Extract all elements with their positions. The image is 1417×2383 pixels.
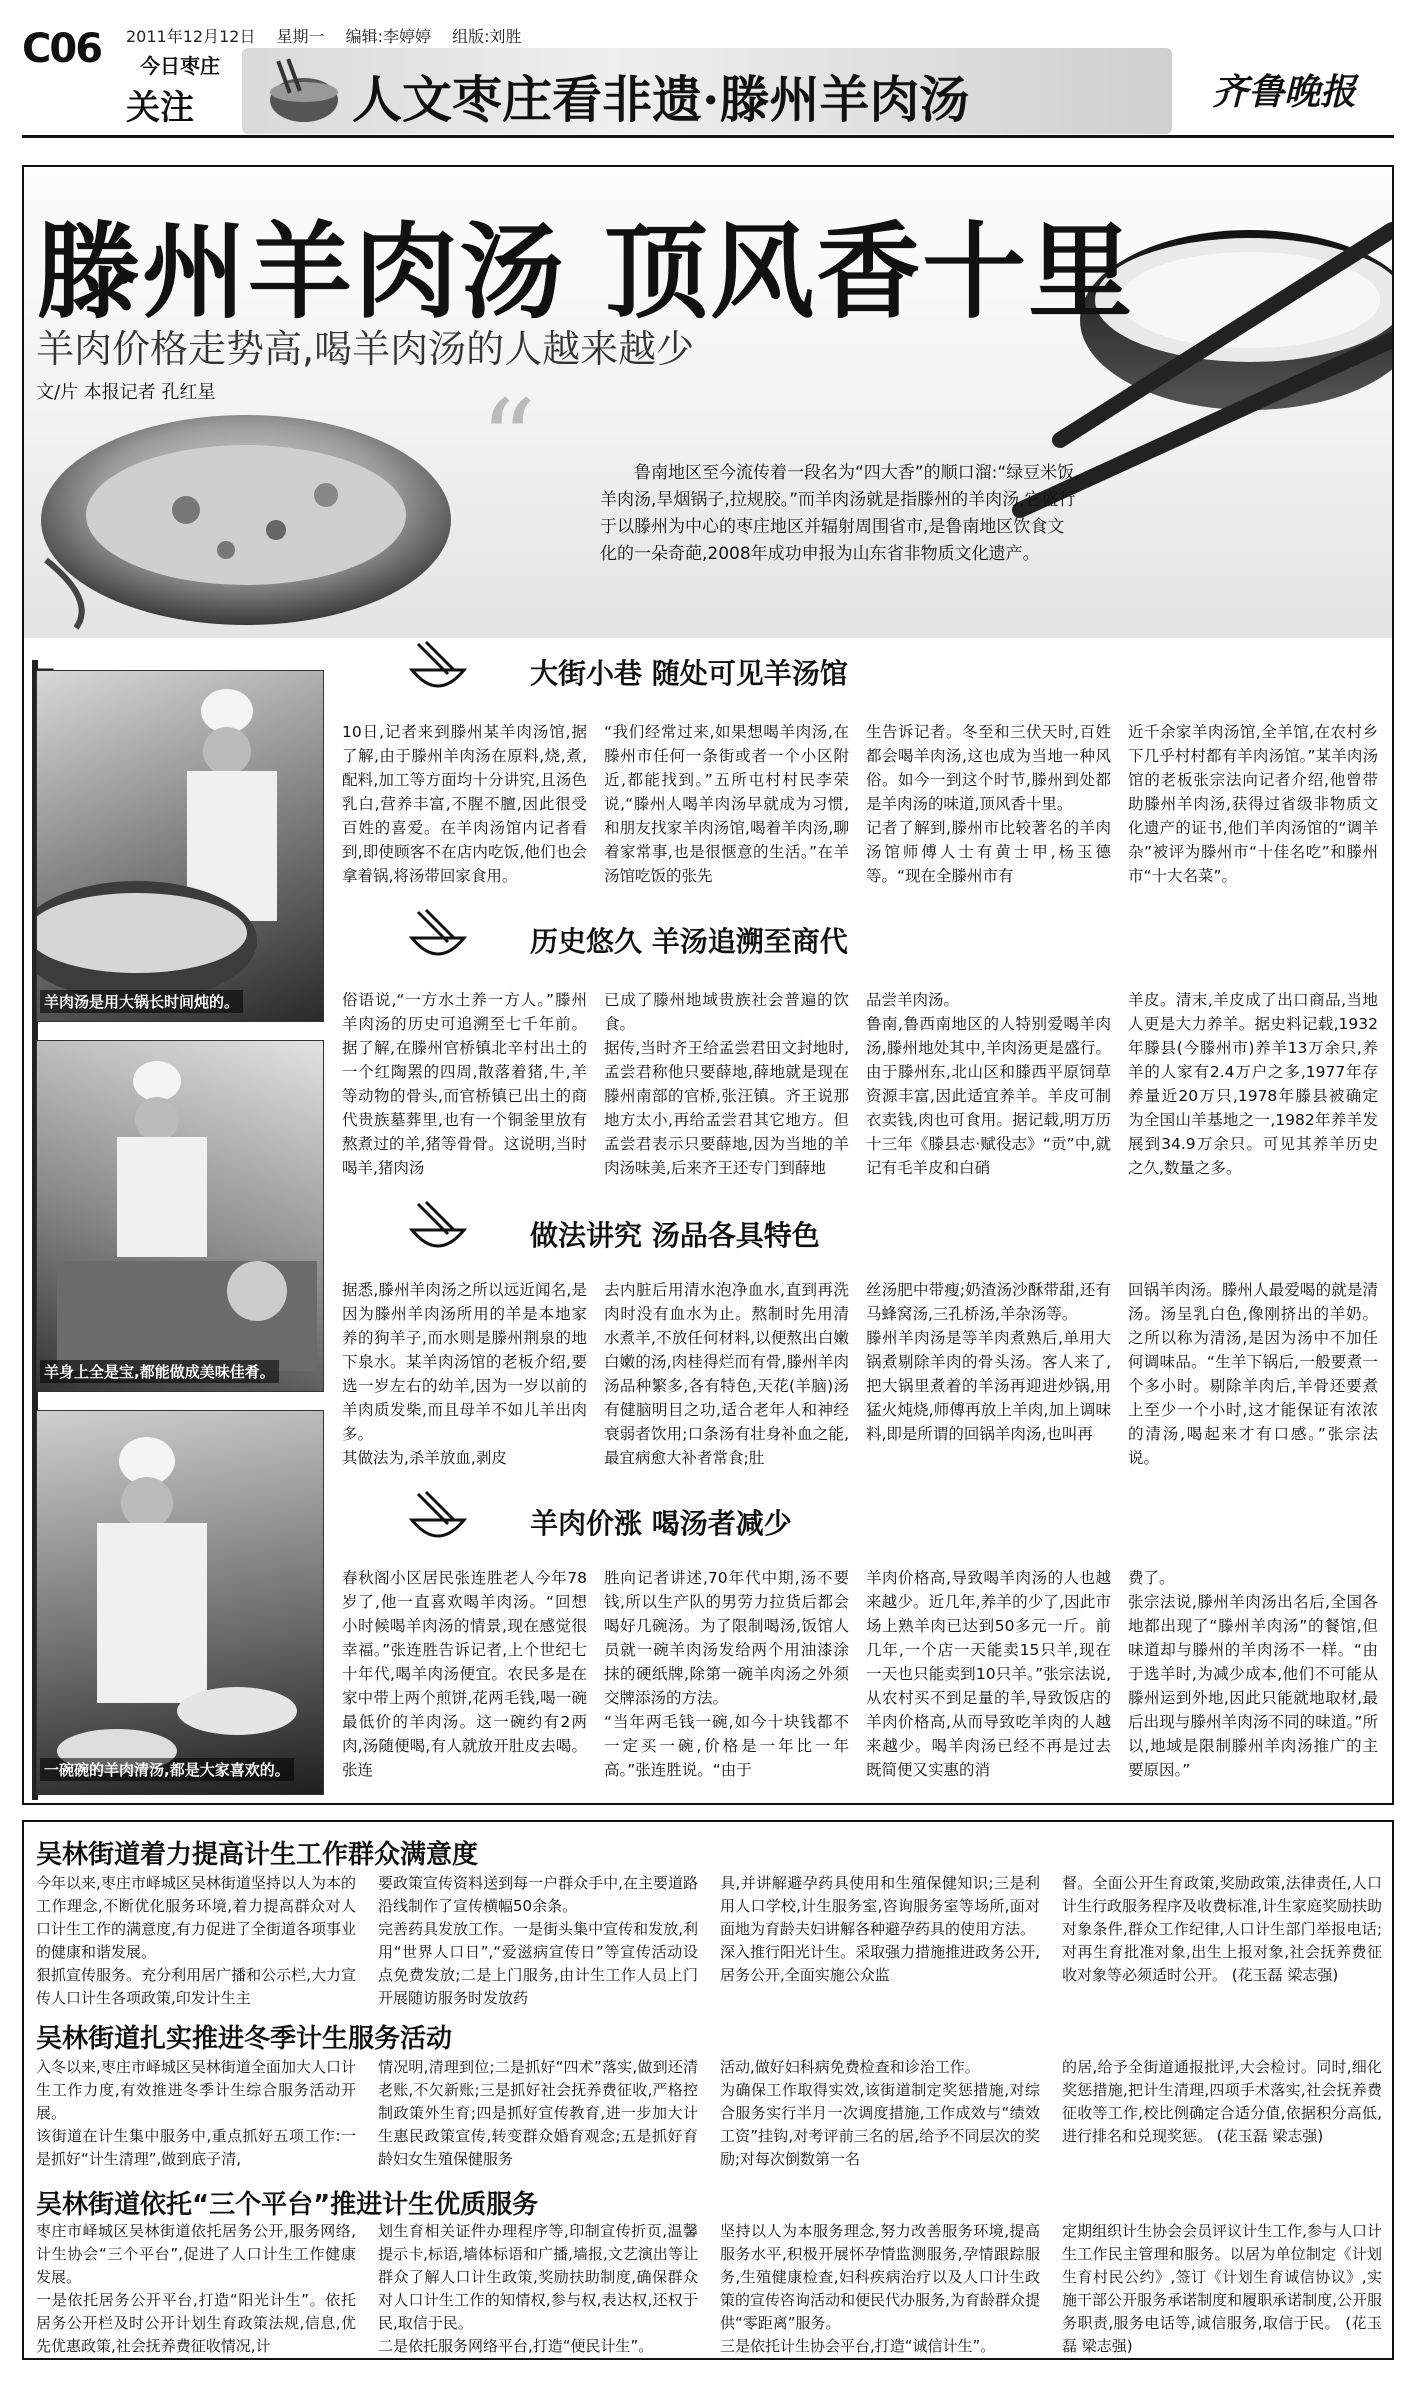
section-2-col-2: 已成了滕州地域贵族社会普遍的饮食。 据传,当时齐王给孟尝君田文封地时,孟尝君称他只要薛地,薛地就是现在滕州南部的官桥,张汪镇。齐王说那地方太小,再给孟尝君其它地方。但孟尝君表示只要薛地,因为当地的羊肉汤味美,后来齐王还专门到薛地 xyxy=(604,991,849,1177)
chef-stirring-photo xyxy=(36,670,324,1022)
section-bowl-icon xyxy=(408,1490,468,1546)
section-4-col-1: 春秋阁小区居民张连胜老人今年78岁了,他一直喜欢喝羊肉汤。“回想小时候喝羊肉汤的情景,现在感觉很幸福。”张连胜告诉记者,上个世纪七十年代,喝羊肉汤便宜。农民多是在家中带上两个煎饼,花两毛钱,喝一碗最低价的羊肉汤。这一碗约有2两肉,汤随便喝,有人就放开肚皮去喝。张连 xyxy=(342,1569,587,1779)
quote-mark: “ xyxy=(480,376,537,504)
photo-caption-1: 羊肉汤是用大锅长时间炖的。 xyxy=(40,990,243,1013)
feature-subtitle: 羊肉价格走势高,喝羊肉汤的人越来越少 xyxy=(36,327,695,371)
page-number: C06 xyxy=(22,26,102,72)
bottom-article-2-col-2: 情况明,清理到位;二是抓好“四术”落实,做到还清老账,不欠新账;三是抓好社会抚养费征收,严格控制政策外生育;四是抓好宣传教育,进一步加大计生惠民政策宣传,转变群众婚育观念;五是抓好育龄妇女生殖保健服务 xyxy=(378,2058,698,2168)
editor-credit: 编辑:李婷婷 xyxy=(345,27,432,46)
section-1-col-3: 生告诉记者。冬至和三伏天时,百姓都会喝羊肉汤,这也成为当地一种风俗。如今一到这个时节,滕州到处都是羊肉汤的味道,顶风香十里。 记者了解到,滕州市比较著名的羊肉汤馆师傅人士有黄士甲,杨玉德等。“现在全滕州市有 xyxy=(866,723,1111,885)
page-header xyxy=(22,20,1394,138)
section-bowl-icon xyxy=(408,908,468,964)
section-3-col-4: 回锅羊肉汤。滕州人最爱喝的就是清汤。汤呈乳白色,像刚挤出的羊奶。之所以称为清汤,是因为汤中不加任何调味品。“生羊下锅后,一般要煮一个多小时。剔除羊肉后,羊骨还要煮上至少一个小时,这才能保证有浓浓的清汤,喝起来才有口感。”张宗法说。 xyxy=(1128,1281,1378,1467)
section-3-col-3: 丝汤肥中带瘦;奶渣汤沙酥带甜,还有马蜂窝汤,三孔桥汤,羊杂汤等。 滕州羊肉汤是等羊肉煮熟后,单用大锅煮剔除羊肉的骨头汤。客人来了,把大锅里煮着的羊汤再迎进炒锅,用猛火炖烧,师傅再放上羊肉,加上调味料,即是所谓的回锅羊肉汤,也叫再 xyxy=(866,1281,1111,1443)
section-2-col-4: 羊皮。清末,羊皮成了出口商品,当地人更是大力养羊。据史料记载,1932年滕县(今滕州市)养羊13万余只,养羊的人家有2.4万户之多,1977年存养量近20万只,1978年滕县被确定为全国山羊基地之一,1982年养羊发展到34.9万余只。可见其养羊历史之久,数量之多。 xyxy=(1128,991,1378,1177)
bottom-article-1-col-3: 具,并讲解避孕药具使用和生殖保健知识;三是利用人口学校,计生服务室,咨询服务室等场所,面对面地为育龄夫妇讲解各种避孕药具的使用方法。 深入推行阳光计生。采取强力措施推进政务公开,居务公开,全面实施公众监 xyxy=(720,1874,1040,1984)
section-top-label: 今日枣庄 xyxy=(140,54,220,78)
photo-caption-2: 羊身上全是宝,都能做成美味佳肴。 xyxy=(40,1360,279,1383)
section-4-col-4: 费了。 张宗法说,滕州羊肉汤出名后,全国各地都出现了“滕州羊肉汤”的餐馆,但味道却与滕州的羊肉汤不一样。“由于选羊时,为减少成本,他们不可能从滕州运到外地,因此只能就地取材,最后出现与滕州羊肉汤不同的味道。”所以,地域是限制滕州羊肉汤推广的主要原因。” xyxy=(1128,1569,1378,1779)
section-4-col-3: 羊肉价格高,导致喝羊肉汤的人也越来越少。近几年,养羊的少了,因此市场上熟羊肉已达到50多元一斤。前几年,一个店一天能卖15只羊,现在一天也只能卖到10只羊。”张宗法说,从农村买不到足量的羊,导致饭店的羊肉价格高,从而导致吃羊肉的人越来越少。喝羊肉汤已经不再是过去既简便又实惠的消 xyxy=(866,1569,1111,1779)
section-2-col-1: 俗语说,“一方水土养一方人。”滕州羊肉汤的历史可追溯至七千年前。据了解,在滕州官桥镇北辛村出土的一个红陶罴的四周,散落着猪,牛,羊等动物的骨头,而官桥镇已出土的商代贵族墓葬里,也有一个铜釜里放有熬煮过的羊,猪等骨骨。这说明,当时喝羊,猪肉汤 xyxy=(342,991,587,1177)
bottom-article-3-col-3: 坚持以人为本服务理念,努力改善服务环境,提高服务水平,积极开展怀孕情监测服务,孕情跟踪服务,生殖健康检查,妇科疾病治疗以及人口计生政策的宣传咨询活动和便民代办服务,为育龄群众提供“零距离”服务。 三是依托计生协会平台,打造“诚信计生”。 xyxy=(720,2222,1040,2355)
feature-intro: 鲁南地区至今流传着一段名为“四大香”的顺口溜:“绿豆米饭,羊肉汤,旱烟锅子,拉规胶。”而羊肉汤就是指滕州的羊肉汤,它盛行于以滕州为中心的枣庄地区并辐射周围省市,是鲁南地区饮食文化的一朵奇葩,2008年成功申报为山东省非物质文化遗产。 xyxy=(600,463,1080,564)
band-title: 人文枣庄看非遗·滕州羊肉汤 xyxy=(352,70,970,129)
issue-date: 2011年12月12日 xyxy=(126,27,256,46)
section-1-col-4: 近千余家羊肉汤馆,全羊馆,在农村乡下几乎村村都有羊肉汤馆。”某羊肉汤馆的老板张宗法向记者介绍,他曾带助滕州羊肉汤,获得过省级非物质文化遗产的证书,他们羊肉汤馆的“调羊杂”被评为滕州市“十佳名吃”和滕州市“十大名菜”。 xyxy=(1128,723,1378,885)
section-1-col-2: “我们经常过来,如果想喝羊肉汤,在滕州市任何一条街或者一个小区附近,都能找到。”五所屯村村民李荣说,“滕州人喝羊肉汤早就成为习惯,和朋友找家羊肉汤馆,喝着羊肉汤,聊着家常事,也是很惬意的生活。”在羊汤馆吃饭的张先 xyxy=(604,723,849,885)
bottom-article-1-title: 吴林街道着力提高计生工作群众满意度 xyxy=(36,1840,479,1870)
section-bowl-icon xyxy=(408,1200,468,1256)
section-title-4: 羊肉价涨 喝汤者减少 xyxy=(530,1507,792,1540)
section-title-1: 大街小巷 随处可见羊汤馆 xyxy=(530,657,848,690)
chef-cutting-photo xyxy=(36,1040,324,1392)
bottom-article-1-col-1: 今年以来,枣庄市峄城区吴林街道坚持以人为本的工作理念,不断优化服务环境,着力提高群众对人口计生工作的满意度,有力促进了全街道各项事业的健康和谐发展。 狠抓宣传服务。充分利用居广播和公示栏,大力宣传人口计生各项政策,印发计生主 xyxy=(36,1874,356,2007)
section-title-3: 做法讲究 汤品各具特色 xyxy=(530,1219,820,1252)
newspaper-brand: 齐鲁晚报 xyxy=(1212,71,1357,113)
bowl-logo-icon xyxy=(262,52,346,132)
bottom-article-3-title: 吴林街道依托“三个平台”推进计生优质服务 xyxy=(36,2190,539,2220)
feature-title: 滕州羊肉汤 顶风香十里 xyxy=(36,211,1135,333)
section-title-2: 历史悠久 羊汤追溯至商代 xyxy=(530,925,848,958)
bottom-article-2-col-3: 活动,做好妇科病免费检查和诊治工作。 为确保工作取得实效,该街道制定奖惩措施,对综合服务实行半月一次调度措施,工作成效与“绩效工资”挂钩,对考评前三名的居,给予不同层次的奖励;对每次倒数第一名 xyxy=(720,2058,1040,2168)
section-3-col-2: 去内脏后用清水泡净血水,直到再洗肉时没有血水为止。熬制时先用清水煮羊,不放任何材料,以便熬出白嫩白嫩的汤,肉桂得烂而有骨,滕州羊肉汤品种繁多,各有特色,天花(羊脑)汤有健脑明目之功,适合老年人和神经衰弱者饮用;口条汤有壮身补血之能,最宜病愈大补者常食;肚 xyxy=(604,1281,849,1467)
section-3-col-1: 据悉,滕州羊肉汤之所以远近闻名,是因为滕州羊肉汤所用的羊是本地家养的狗羊子,而水则是滕州荆泉的地下泉水。某羊肉汤馆的老板介绍,要选一岁左右的幼羊,因为一岁以前的羊肉质发柴,而且母羊不如儿羊出肉多。 其做法为,杀羊放血,剥皮 xyxy=(342,1281,587,1467)
bottom-article-3-col-4: 定期组织计生协会会员评议计生工作,参与人口计生工作民主管理和服务。以居为单位制定《计划生育村民公约》,签订《计划生育诚信协议》,实施干部公开服务承诺制度和履职承诺制度,公开服务职责,服务电话等,诚信服务,取信于民。 (花玉磊 梁志强) xyxy=(1062,2222,1382,2355)
bottom-article-1-col-4: 督。全面公开生育政策,奖励政策,法律责任,人口计生行政服务程序及收费标准,计生家庭奖励扶助对象条件,群众工作纪律,人口计生部门举报电话;对再生育批准对象,出生上报对象,社会抚养费征收对象等必须适时公开。 (花玉磊 梁志强) xyxy=(1062,1874,1382,1984)
section-bowl-icon xyxy=(408,640,468,696)
bottom-article-2-col-1: 入冬以来,枣庄市峄城区吴林街道全面加大人口计生工作力度,有效推进冬季计生综合服务活动开展。 该街道在计生集中服务中,重点抓好五项工作:一是抓好“计生清理”,做到底子清, xyxy=(36,2058,356,2168)
bottom-article-3-col-2: 划生育相关证件办理程序等,印制宣传折页,温馨提示卡,标语,墙体标语和广播,墙报,文艺演出等让群众了解人口计生政策,奖励扶助制度,确保群众对人口计生工作的知情权,参与权,表达权,还权于民,取信于民。 二是依托服务网络平台,打造“便民计生”。 xyxy=(378,2222,698,2355)
chef-serving-photo xyxy=(36,1410,324,1795)
photo-caption-3: 一碗碗的羊肉清汤,都是大家喜欢的。 xyxy=(40,1758,294,1781)
feature-byline: 文/片 本报记者 孔红星 xyxy=(36,382,216,403)
section-1-col-1: 10日,记者来到滕州某羊肉汤馆,据了解,由于滕州羊肉汤在原料,烧,煮,配料,加工等方面均十分讲究,且汤色乳白,营养丰富,不腥不膻,因此很受百姓的喜爱。在羊肉汤馆内记者看到,即使顾客不在店内吃饭,他们也会拿着锅,将汤带回家食用。 xyxy=(342,723,587,885)
section-4-col-2: 胜向记者讲述,70年代中期,汤不要钱,所以生产队的男劳力拉货后都会喝好几碗汤。为了限制喝汤,饭馆人员就一碗羊肉汤发给两个用油漆涂抹的硬纸牌,除第一碗羊肉汤之外须交牌添汤的方法。 “当年两毛钱一碗,如今十块钱都不一定买一碗,价格是一年比一年高。”张连胜说。“由于 xyxy=(604,1569,849,1779)
issue-weekday: 星期一 xyxy=(276,27,325,46)
layout-credit: 组版:刘胜 xyxy=(452,27,522,46)
soup-pot-photo xyxy=(36,400,456,630)
bottom-article-1-col-2: 要政策宣传资料送到每一户群众手中,在主要道路沿线制作了宣传横幅50余条。 完善药具发放工作。一是街头集中宣传和发放,利用“世界人口日”,“爱滋病宣传日”等宣传活动设点免费发放;二是上门服务,由计生工作人员上门开展随访服务时发放药 xyxy=(378,1874,698,2007)
bottom-article-2-title: 吴林街道扎实推进冬季计生服务活动 xyxy=(36,2024,453,2054)
bottom-article-2-col-4: 的居,给予全街道通报批评,大会检讨。同时,细化奖惩措施,把计生清理,四项手术落实,社会抚养费征收等工作,校比例确定合适分值,依据积分高低,进行排名和兑现奖惩。 (花玉磊 梁志强) xyxy=(1062,2058,1382,2145)
header-meta xyxy=(126,24,538,47)
section-main-label: 关注 xyxy=(126,88,194,128)
section-2-col-3: 品尝羊肉汤。 鲁南,鲁西南地区的人特别爱喝羊肉汤,滕州地处其中,羊肉汤更是盛行。由于滕州东,北山区和滕西平原饲草资源丰富,因此适宜养羊。羊皮可制衣卖钱,肉也可食用。据记载,明万历十三年《滕县志·赋役志》“贡”中,就记有毛羊皮和白硝 xyxy=(866,991,1111,1177)
bottom-article-3-col-1: 枣庄市峄城区吴林街道依托居务公开,服务网络,计生协会“三个平台”,促进了人口计生工作健康发展。 一是依托居务公开平台,打造“阳光计生”。依托居务公开栏及时公开计划生育政策法规,信息,优先优惠政策,社会抚养费征收情况,计 xyxy=(36,2222,356,2355)
